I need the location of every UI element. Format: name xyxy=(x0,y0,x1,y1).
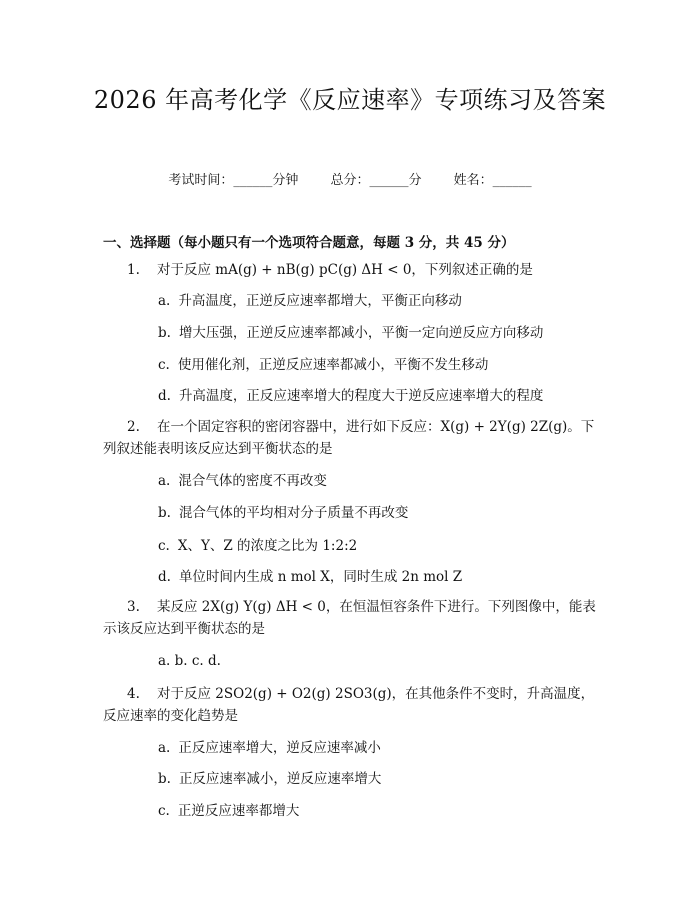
exam-score: 总分：______分 xyxy=(330,173,422,188)
exam-name: 姓名：______ xyxy=(453,173,532,188)
option-4c xyxy=(158,801,299,821)
option-label: c. xyxy=(158,538,170,554)
option-4a xyxy=(158,738,381,758)
option-text: 正反应速率增大，逆反应速率减小 xyxy=(178,740,381,756)
option-label: c. xyxy=(158,803,170,819)
question-4 xyxy=(103,683,603,727)
option-label: c. xyxy=(158,357,170,373)
option-1d xyxy=(158,386,543,406)
question-text: 对于反应 2SO2(g) + O2(g) 2SO3(g)，在其他条件不变时，升高温度，反应速率的变化趋势是 xyxy=(103,686,595,724)
option-label: b. xyxy=(158,771,171,787)
option-label: b. xyxy=(158,325,171,341)
option-text: 正反应速率减小，逆反应速率增大 xyxy=(178,771,382,787)
option-label: a. xyxy=(158,473,171,489)
document-title: 2026 年高考化学《反应速率》专项练习及答案 xyxy=(93,86,607,114)
question-3 xyxy=(103,596,603,640)
question-2 xyxy=(103,416,603,460)
question-text: 在一个固定容积的密闭容器中，进行如下反应：X(g) + 2Y(g) 2Z(g)。下列叙述能表明该反应达到平衡状态的是 xyxy=(103,419,595,457)
question-number: 1. xyxy=(127,262,140,278)
option-text: 使用催化剂，正逆反应速率都减小，平衡不发生移动 xyxy=(177,357,489,373)
option-text: 增大压强，正逆反应速率都减小，平衡一定向逆反应方向移动 xyxy=(178,325,544,341)
question-number: 4. xyxy=(127,686,140,702)
option-text: 混合气体的密度不再改变 xyxy=(178,473,327,489)
section-heading: 一、选择题（每小题只有一个选项符合题意，每题 3 分，共 45 分） xyxy=(103,235,515,251)
exam-time: 考试时间：______分钟 xyxy=(168,173,299,188)
option-text: 混合气体的平均相对分子质量不再改变 xyxy=(178,505,409,521)
exam-info xyxy=(0,169,700,188)
option-label: b. xyxy=(158,505,171,521)
question-text: 对于反应 mA(g) + nB(g) pC(g) ΔH < 0，下列叙述正确的是 xyxy=(157,262,533,278)
option-2a xyxy=(158,471,327,491)
question-text: 某反应 2X(g) Y(g) ΔH < 0，在恒温恒容条件下进行。下列图像中，能表示该反应达到平衡状态的是 xyxy=(103,599,596,637)
option-3-inline: a. b. c. d. xyxy=(158,653,221,669)
option-text: 升高温度，正反应速率增大的程度大于逆反应速率增大的程度 xyxy=(178,388,544,404)
option-label: a. xyxy=(158,293,171,309)
option-label: a. xyxy=(158,740,171,756)
question-number: 2. xyxy=(127,419,140,435)
option-label: d. xyxy=(158,388,171,404)
question-number: 3. xyxy=(127,599,140,615)
option-1a xyxy=(158,291,462,311)
option-1c xyxy=(158,355,488,375)
question-1 xyxy=(103,259,603,281)
option-text: 单位时间内生成 n mol X，同时生成 2n mol Z xyxy=(178,569,463,585)
option-2c xyxy=(158,536,357,556)
option-1b xyxy=(158,323,543,343)
option-text: 正逆反应速率都增大 xyxy=(177,803,300,819)
option-text: 升高温度，正逆反应速率都增大，平衡正向移动 xyxy=(178,293,462,309)
option-2b xyxy=(158,503,408,523)
option-text: X、Y、Z 的浓度之比为 1:2:2 xyxy=(177,538,358,554)
option-4b xyxy=(158,769,381,789)
option-2d xyxy=(158,567,462,587)
option-label: d. xyxy=(158,569,171,585)
